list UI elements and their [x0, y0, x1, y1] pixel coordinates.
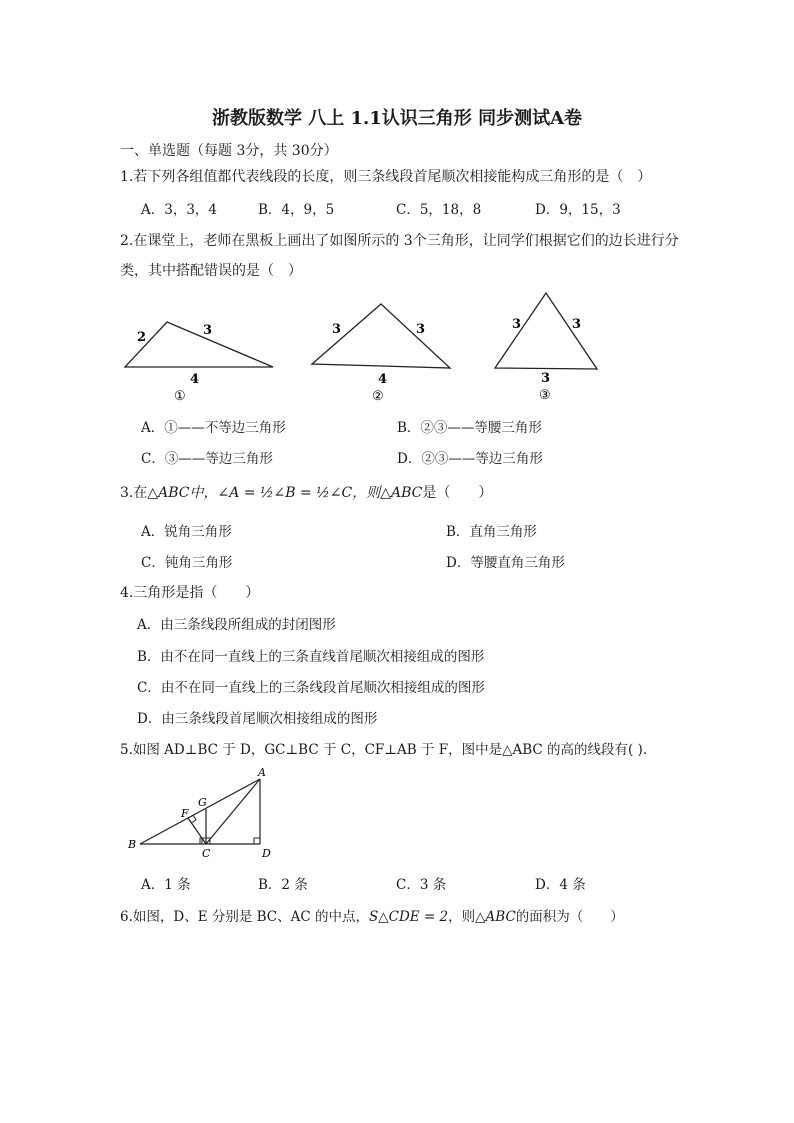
question-5-option-d[interactable]: D．4 条	[535, 877, 586, 893]
triangle-3-right-label: 3	[572, 317, 582, 332]
question-5-option-c[interactable]: C．3 条	[396, 877, 447, 893]
question-2-option-d[interactable]: D．②③——等边三角形	[397, 451, 543, 467]
question-6-stem-math2: △ABC	[475, 909, 516, 925]
point-label-f: F	[181, 807, 189, 820]
point-label-c: C	[202, 847, 211, 860]
triangle-2-left-label: 3	[332, 322, 342, 337]
question-1-option-a[interactable]: A．3，3，4	[141, 202, 218, 218]
question-5-option-a[interactable]: A．1 条	[141, 877, 191, 893]
question-1-option-d[interactable]: D．9，15，3	[535, 202, 621, 218]
page-title: 浙教版数学 八上 1.1认识三角形 同步测试A卷	[211, 108, 583, 129]
question-4-option-c[interactable]: C．由不在同一直线上的三条线段首尾顺次相接组成的图形	[137, 680, 485, 696]
question-3-option-a[interactable]: A．锐角三角形	[141, 524, 232, 540]
question-2-stem-line1: 2.在课堂上，老师在黑板上画出了如图所示的 3个三角形，让同学们根据它们的边长进行分	[120, 233, 679, 249]
question-3-stem	[120, 482, 492, 502]
point-label-d: D	[262, 847, 271, 860]
question-2-option-a[interactable]: A．①——不等边三角形	[141, 420, 286, 436]
question-3-option-b[interactable]: B．直角三角形	[446, 524, 537, 540]
question-4-option-d[interactable]: D．由三条线段首尾顺次相接组成的图形	[137, 711, 378, 727]
question-4-stem: 4.三角形是指（ ）	[120, 585, 260, 601]
question-1-stem: 1.若下列各组值都代表线段的长度，则三条线段首尾顺次相接能构成三角形的是（ ）	[120, 169, 652, 185]
triangle-1-right-label: 3	[203, 323, 213, 338]
question-6-stem-suffix: 的面积为（ ）	[515, 909, 624, 925]
question-4-option-b[interactable]: B．由不在同一直线上的三条直线首尾顺次相接组成的图形	[137, 649, 485, 665]
question-3-stem-math: △ABC中，∠A = ½∠B = ½∠C，则△ABC	[147, 485, 423, 501]
question-3-option-d[interactable]: D．等腰直角三角形	[446, 555, 565, 571]
question-4-option-a[interactable]: A．由三条线段所组成的封闭图形	[137, 617, 336, 633]
triangle-1	[125, 322, 273, 367]
question-3-option-c[interactable]: C．钝角三角形	[141, 555, 233, 571]
question-6-stem-math: S△CDE = 2	[369, 909, 449, 925]
question-2-stem-line2: 类，其中搭配错误的是（ ）	[120, 263, 302, 279]
question-6-stem-mid: ，则	[448, 909, 476, 925]
section-heading: 一、单选题（每题 3分，共 30分）	[120, 143, 338, 159]
question-3-stem-prefix: 3.在	[120, 485, 148, 501]
triangle-2-bottom-label: 4	[378, 372, 388, 387]
triangle-3	[495, 293, 597, 369]
point-label-g: G	[198, 796, 207, 809]
triangle-1-bottom-label: 4	[190, 372, 200, 387]
question-1-option-c[interactable]: C．5，18，8	[396, 202, 482, 218]
question-5-stem: 5.如图 AD⊥BC 于 D，GC⊥BC 于 C，CF⊥AB 于 F，图中是△ABC 的高的线段有( ).	[120, 742, 648, 758]
question-2-option-b[interactable]: B．②③——等腰三角形	[397, 420, 542, 436]
question-2-figure	[110, 285, 610, 405]
question-5-figure	[120, 764, 290, 864]
triangle-1-left-label: 2	[137, 330, 147, 345]
triangle-3-number: ③	[539, 388, 551, 403]
triangle-2-right-label: 3	[416, 322, 426, 337]
triangle-2-number: ②	[372, 389, 384, 404]
point-label-a: A	[258, 766, 266, 779]
question-6-stem	[120, 905, 624, 925]
triangle-3-bottom-label: 3	[541, 371, 551, 386]
question-6-stem-prefix: 6.如图，D、E 分别是 BC、AC 的中点，	[120, 909, 370, 925]
question-1-option-b[interactable]: B．4，9，5	[258, 202, 335, 218]
triangle-1-number: ①	[174, 389, 186, 404]
question-2-option-c[interactable]: C．③——等边三角形	[141, 451, 273, 467]
question-5-option-b[interactable]: B．2 条	[258, 877, 308, 893]
triangle-3-left-label: 3	[512, 317, 522, 332]
point-label-b: B	[128, 838, 137, 851]
question-3-stem-suffix: 是（ ）	[422, 485, 493, 501]
